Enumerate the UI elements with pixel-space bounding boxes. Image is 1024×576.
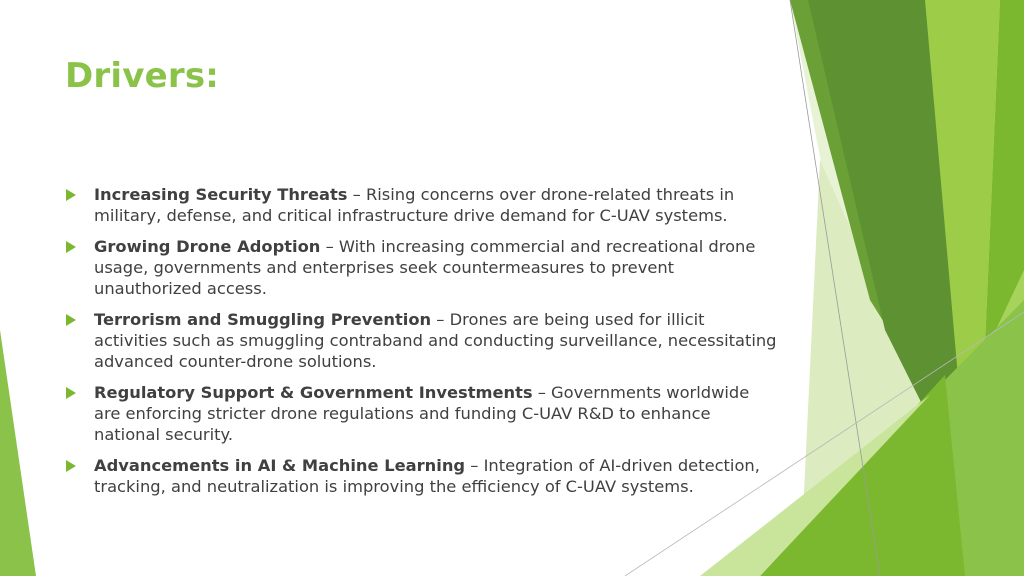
list-item [66, 455, 778, 497]
left-facet [0, 330, 36, 576]
bullet-description: – Governments worldwide are enforcing stricter drone regulations and funding C-UAV R&D to enhance national security. [94, 383, 750, 444]
triangle-arrow-icon [66, 241, 76, 253]
triangle-arrow-icon [66, 189, 76, 201]
bullet-description: – Rising concerns over drone-related threats in military, defense, and critical infrastructure drive demand for C-UAV systems. [94, 185, 735, 225]
bullet-description: – With increasing commercial and recreational drone usage, governments and enterprises seek countermeasures to prevent unauthorized access. [94, 237, 756, 298]
bullet-description: – Drones are being used for illicit activities such as smuggling contraband and conducting surveillance, necessitating advanced counter-drone solutions. [94, 310, 777, 371]
list-item [66, 382, 778, 445]
triangle-arrow-icon [66, 460, 76, 472]
bullet-description: – Integration of AI-driven detection, tracking, and neutralization is improving the efficiency of C-UAV systems. [94, 456, 760, 496]
list-item [66, 184, 778, 226]
triangle-arrow-icon [66, 387, 76, 399]
bullet-term: Regulatory Support & Government Investments [94, 383, 533, 402]
triangle-arrow-icon [66, 314, 76, 326]
bullet-term: Growing Drone Adoption [94, 237, 321, 256]
page-title: Drivers: [65, 56, 220, 96]
bullet-term: Terrorism and Smuggling Prevention [94, 310, 432, 329]
bullet-term: Increasing Security Threats [94, 185, 348, 204]
list-item [66, 236, 778, 299]
bullet-list [66, 184, 778, 507]
list-item [66, 309, 778, 372]
bullet-term: Advancements in AI & Machine Learning [94, 456, 466, 475]
